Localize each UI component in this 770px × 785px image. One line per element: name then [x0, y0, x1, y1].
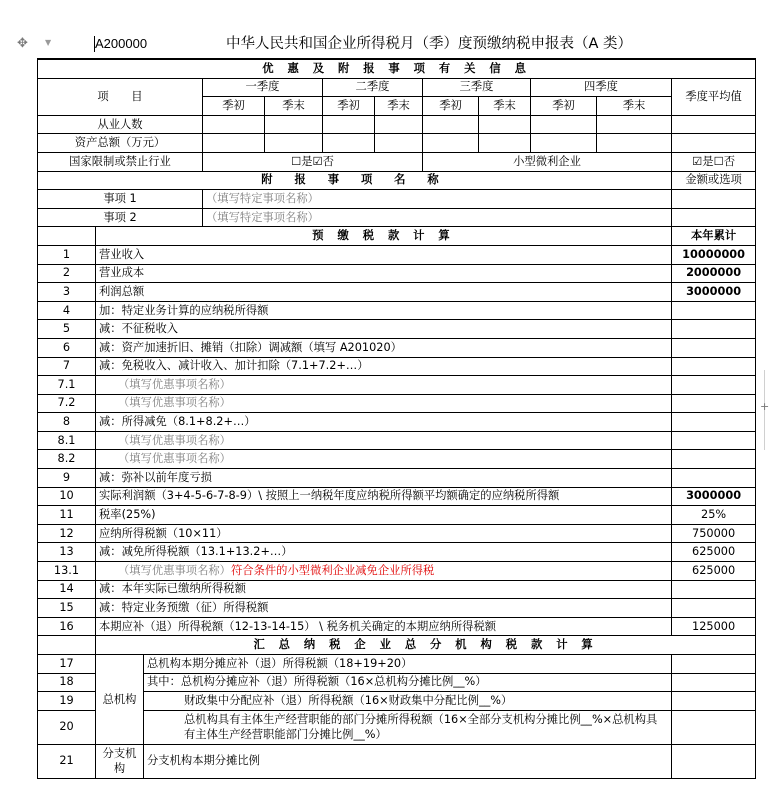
- prepayment-row: [38, 562, 756, 581]
- row-label: 本期应补（退）所得税额（12-13-14-15） \ 税务机关确定的本期应纳所得税额: [96, 617, 672, 636]
- row-label: 应纳所得税额（10×11）: [96, 524, 672, 543]
- item-header: 项 目: [38, 78, 203, 115]
- amount-option-header: 金额或选项: [672, 171, 756, 190]
- row-number: 3: [38, 283, 96, 302]
- row-number: 14: [38, 580, 96, 599]
- row-label: 总机构具有主体生产经营职能的部门分摊所得税额（16×全部分支机构分摊比例__%×总机构具有主体生产经营职能部门分摊比例__%）: [144, 710, 672, 744]
- employees-q3-end-cell[interactable]: [479, 115, 531, 134]
- form-title: 中华人民共和国企业所得税月（季）度预缴纳税申报表（A 类）: [226, 36, 633, 52]
- employees-q2-start-cell[interactable]: [323, 115, 375, 134]
- prepayment-row: [38, 543, 756, 562]
- prepayment-row: [38, 338, 756, 357]
- row-value-cell[interactable]: [672, 450, 756, 469]
- supplementary-item-label: 事项 2: [38, 208, 203, 227]
- row-number: 19: [38, 692, 96, 711]
- row-label: 财政集中分配应补（退）所得税额（16×财政集中分配比例__%）: [144, 692, 672, 711]
- row-number: 8.2: [38, 450, 96, 469]
- row-value-cell[interactable]: 2000000: [672, 264, 756, 283]
- prepayment-row: [38, 301, 756, 320]
- q4-end-header: 季末: [597, 97, 672, 116]
- prepayment-row: [38, 245, 756, 264]
- row-value-cell[interactable]: 3000000: [672, 487, 756, 506]
- row-number: 7.1: [38, 376, 96, 395]
- prepayment-row: [38, 283, 756, 302]
- consolidated-row: [38, 673, 756, 692]
- dropdown-arrow-icon[interactable]: ▼: [45, 38, 52, 47]
- blank-number-cell: [38, 227, 96, 246]
- row-label: [96, 431, 672, 450]
- prepayment-row: [38, 469, 756, 488]
- row-value-cell[interactable]: [672, 431, 756, 450]
- row-number: 1: [38, 245, 96, 264]
- row-value-cell[interactable]: [672, 394, 756, 413]
- prepayment-row: [38, 394, 756, 413]
- row-value-cell[interactable]: 3000000: [672, 283, 756, 302]
- row-value-cell[interactable]: 125000: [672, 617, 756, 636]
- row-value-cell[interactable]: 750000: [672, 524, 756, 543]
- row-value-cell[interactable]: 625000: [672, 562, 756, 581]
- row-label: 减：所得减免（8.1+8.2+…）: [96, 413, 672, 432]
- table-move-handle-icon[interactable]: ✥: [17, 36, 28, 51]
- q2-start-header: 季初: [323, 97, 375, 116]
- row-label: 减：减免所得税额（13.1+13.2+…）: [96, 543, 672, 562]
- employees-average-cell[interactable]: [672, 115, 756, 134]
- row-value-cell[interactable]: [672, 413, 756, 432]
- row-value-cell[interactable]: [672, 692, 756, 711]
- row-label: [96, 394, 672, 413]
- row-value-cell[interactable]: [672, 376, 756, 395]
- q2-end-header: 季末: [375, 97, 423, 116]
- row-label: 减：不征税收入: [96, 320, 672, 339]
- row-label: 减：弥补以前年度亏损: [96, 469, 672, 488]
- supplementary-item-placeholder[interactable]: （填写特定事项名称）: [203, 190, 672, 209]
- row-value-cell[interactable]: 625000: [672, 543, 756, 562]
- row-number: 8: [38, 413, 96, 432]
- restricted-industry-label: 国家限制或禁止行业: [38, 152, 203, 171]
- section-title-preferential: 优 惠 及 附 报 事 项 有 关 信 息: [38, 59, 756, 78]
- small-micro-label: 小型微利企业: [423, 152, 672, 171]
- assets-q2-start-cell[interactable]: [323, 134, 375, 153]
- assets-q4-start-cell[interactable]: [531, 134, 597, 153]
- assets-row: [38, 134, 756, 153]
- row-value-cell[interactable]: [672, 710, 756, 744]
- row-value-cell[interactable]: [672, 599, 756, 618]
- prepayment-row: [38, 617, 756, 636]
- assets-q3-start-cell[interactable]: [423, 134, 479, 153]
- assets-q1-end-cell[interactable]: [265, 134, 323, 153]
- employees-row: [38, 115, 756, 134]
- row-label: 实际利润额（3+4-5-6-7-8-9）\ 按照上一纳税年度应纳税所得额平均额确定的应纳税所得额: [96, 487, 672, 506]
- row-number: 10: [38, 487, 96, 506]
- employees-q1-start-cell[interactable]: [203, 115, 265, 134]
- row-label: 营业成本: [96, 264, 672, 283]
- prepayment-row: [38, 487, 756, 506]
- assets-label: 资产总额（万元）: [38, 134, 203, 153]
- row-label: [96, 376, 672, 395]
- row-value-cell[interactable]: 10000000: [672, 245, 756, 264]
- row-value-cell[interactable]: [672, 357, 756, 376]
- prepayment-row: [38, 413, 756, 432]
- supplementary-row: [38, 208, 756, 227]
- row-number: 18: [38, 673, 96, 692]
- assets-average-cell[interactable]: [672, 134, 756, 153]
- section-title-prepayment: 预 缴 税 款 计 算: [96, 227, 672, 246]
- q1-end-header: 季末: [265, 97, 323, 116]
- branch-label: 分支机构: [96, 744, 144, 778]
- assets-q1-start-cell[interactable]: [203, 134, 265, 153]
- row-number: 9: [38, 469, 96, 488]
- q3-start-header: 季初: [423, 97, 479, 116]
- row-number: 4: [38, 301, 96, 320]
- blank-number-cell: [38, 636, 96, 655]
- consolidated-row: [38, 692, 756, 711]
- placeholder-text[interactable]: （填写优惠事项名称）: [118, 377, 231, 391]
- add-column-icon[interactable]: +: [760, 400, 770, 413]
- prepayment-row: [38, 599, 756, 618]
- supplementary-amount-cell[interactable]: [672, 190, 756, 209]
- row-number: 16: [38, 617, 96, 636]
- q1-start-header: 季初: [203, 97, 265, 116]
- restricted-industry-checkbox[interactable]: ☐是☑否: [203, 152, 423, 171]
- row-number: 15: [38, 599, 96, 618]
- row-number: 6: [38, 338, 96, 357]
- tax-return-table: [37, 58, 756, 779]
- q3-end-header: 季末: [479, 97, 531, 116]
- quarter-2-header: 二季度: [323, 78, 423, 97]
- row-number: 2: [38, 264, 96, 283]
- placeholder-text[interactable]: （填写优惠事项名称）: [118, 452, 231, 466]
- prepayment-row: [38, 376, 756, 395]
- row-label: [96, 450, 672, 469]
- quarter-3-header: 三季度: [423, 78, 531, 97]
- row-number: 13: [38, 543, 96, 562]
- row-label: 其中：总机构分摊应补（退）所得税额（16×总机构分摊比例__%）: [144, 673, 672, 692]
- row-label: [96, 562, 672, 581]
- supplementary-item-label: 事项 1: [38, 190, 203, 209]
- prepayment-row: [38, 320, 756, 339]
- supplementary-item-placeholder[interactable]: （填写特定事项名称）: [203, 208, 672, 227]
- employees-q4-start-cell[interactable]: [531, 115, 597, 134]
- row-label: 加：特定业务计算的应纳税所得额: [96, 301, 672, 320]
- placeholder-text[interactable]: （填写优惠事项名称）: [118, 433, 231, 447]
- employees-q2-end-cell[interactable]: [375, 115, 423, 134]
- prepayment-row: [38, 357, 756, 376]
- employees-q1-end-cell[interactable]: [265, 115, 323, 134]
- row-number: 8.1: [38, 431, 96, 450]
- q4-start-header: 季初: [531, 97, 597, 116]
- supplementary-row: [38, 190, 756, 209]
- section-title-consolidated: 汇 总 纳 税 企 业 总 分 机 构 税 款 计 算: [96, 636, 756, 655]
- row-number: 11: [38, 506, 96, 525]
- assets-q4-end-cell[interactable]: [597, 134, 672, 153]
- row-value-cell[interactable]: [672, 338, 756, 357]
- row-label: 营业收入: [96, 245, 672, 264]
- supplementary-amount-cell[interactable]: [672, 208, 756, 227]
- prepayment-row: [38, 506, 756, 525]
- row-value-cell[interactable]: [672, 673, 756, 692]
- ytd-header: 本年累计: [672, 227, 756, 246]
- selected-preference-text: 符合条件的小型微利企业减免企业所得税: [230, 563, 435, 577]
- form-code: A200000: [95, 36, 148, 51]
- row-label: 税率(25%): [96, 506, 672, 525]
- row-value-cell[interactable]: [672, 320, 756, 339]
- row-number: 21: [38, 744, 96, 778]
- consolidated-row: [38, 710, 756, 744]
- hq-label: 总机构: [96, 655, 144, 745]
- employees-q3-start-cell[interactable]: [423, 115, 479, 134]
- row-number: 5: [38, 320, 96, 339]
- row-label: 减：本年实际已缴纳所得税额: [96, 580, 672, 599]
- section-title-supplementary: 附 报 事 项 名 称: [38, 171, 672, 190]
- row-value-cell[interactable]: [672, 580, 756, 599]
- consolidated-row: [38, 744, 756, 778]
- row-number: 7: [38, 357, 96, 376]
- row-value-cell[interactable]: [672, 469, 756, 488]
- prepayment-row: [38, 524, 756, 543]
- row-label: 减：特定业务预缴（征）所得税额: [96, 599, 672, 618]
- prepayment-row: [38, 580, 756, 599]
- employees-q4-end-cell[interactable]: [597, 115, 672, 134]
- placeholder-text[interactable]: （填写优惠事项名称）: [118, 396, 231, 410]
- prepayment-row: [38, 431, 756, 450]
- row-number: 12: [38, 524, 96, 543]
- consolidated-row: [38, 655, 756, 674]
- assets-q3-end-cell[interactable]: [479, 134, 531, 153]
- employees-label: 从业人数: [38, 115, 203, 134]
- row-number: 13.1: [38, 562, 96, 581]
- row-value-cell[interactable]: [672, 744, 756, 778]
- row-number: 20: [38, 710, 96, 744]
- prepayment-rows: [38, 245, 756, 635]
- row-value-cell[interactable]: [672, 301, 756, 320]
- row-label: 减：免税收入、减计收入、加计扣除（7.1+7.2+…）: [96, 357, 672, 376]
- quarter-average-header: 季度平均值: [672, 78, 756, 115]
- row-number: 7.2: [38, 394, 96, 413]
- row-label: 减：资产加速折旧、摊销（扣除）调减额（填写 A201020）: [96, 338, 672, 357]
- prepayment-row: [38, 264, 756, 283]
- row-label: 分支机构本期分摊比例: [144, 744, 672, 778]
- quarter-1-header: 一季度: [203, 78, 323, 97]
- row-label: 总机构本期分摊应补（退）所得税额（18+19+20）: [144, 655, 672, 674]
- industry-row: [38, 152, 756, 171]
- row-value-cell[interactable]: [672, 655, 756, 674]
- small-micro-checkbox[interactable]: ☑是☐否: [672, 152, 756, 171]
- row-label: 利润总额: [96, 283, 672, 302]
- quarter-4-header: 四季度: [531, 78, 672, 97]
- assets-q2-end-cell[interactable]: [375, 134, 423, 153]
- row-number: 17: [38, 655, 96, 674]
- prepayment-row: [38, 450, 756, 469]
- row-value-cell[interactable]: 25%: [672, 506, 756, 525]
- placeholder-text[interactable]: （填写优惠事项名称）: [118, 563, 231, 577]
